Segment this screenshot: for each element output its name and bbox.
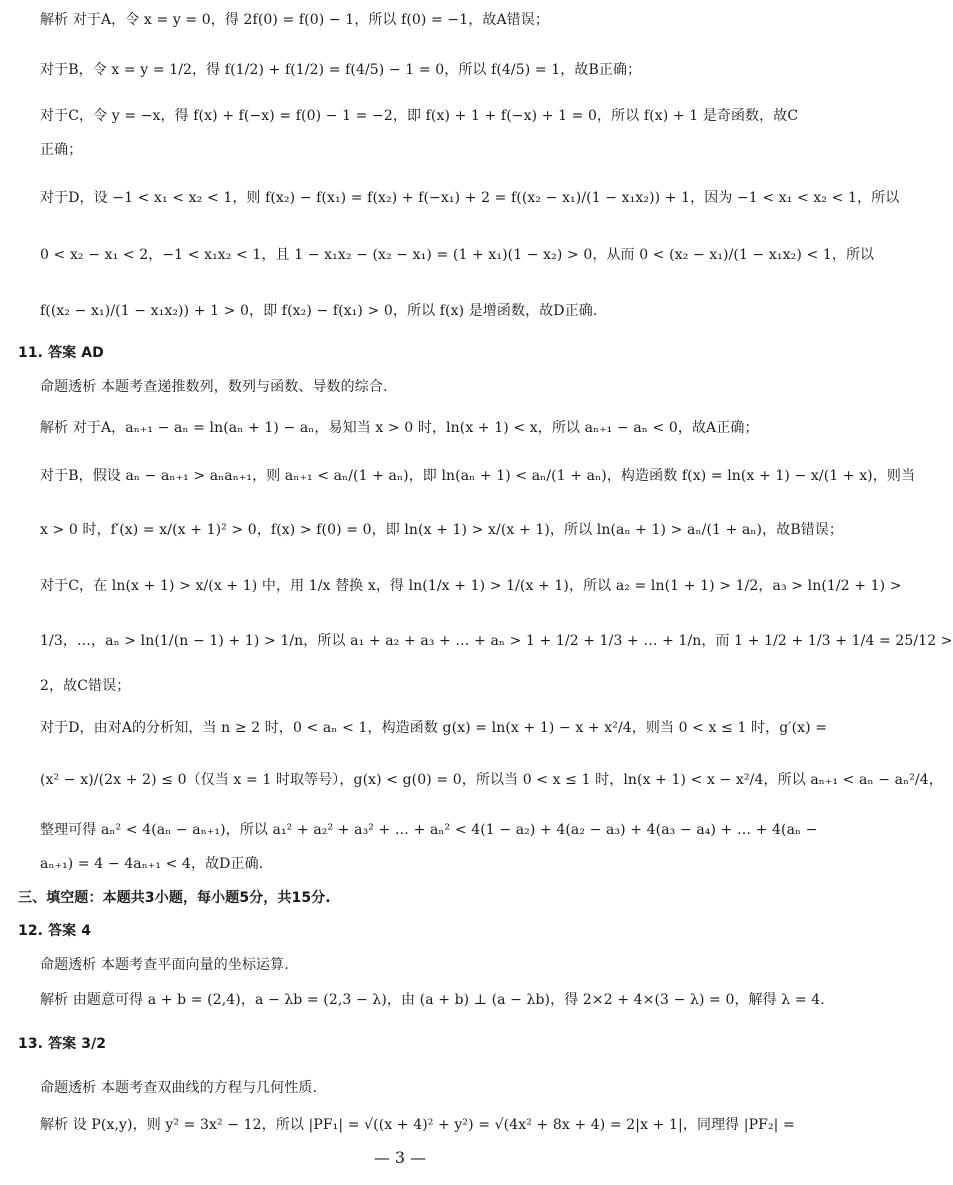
text-line: 解析 由题意可得 a + b = (2,4)，a − λb = (2,3 − λ)，由 (a + b) ⊥ (a − λb)，得 2×2 + 4×(3 − λ) = 0，解得 λ = 4. [40, 992, 825, 1008]
page-number: — 3 — [373, 1148, 427, 1167]
answer-heading: 11. 答案 AD [18, 345, 104, 361]
text-line: 0 < x₂ − x₁ < 2，−1 < x₁x₂ < 1，且 1 − x₁x₂ − (x₂ − x₁) = (1 + x₁)(1 − x₂) > 0，从而 0 < (x₂ − x₁)/(1 − x₁x₂) < 1，所以 [40, 247, 875, 263]
text-line: 对于C，在 ln(x + 1) > x/(x + 1) 中，用 1/x 替换 x，得 ln(1/x + 1) > 1/(x + 1)，所以 a₂ = ln(1 + 1) > 1/2，a₃ > ln(1/2 + 1) > [40, 578, 902, 594]
text-line: 解析 对于A，aₙ₊₁ − aₙ = ln(aₙ + 1) − aₙ，易知当 x > 0 时，ln(x + 1) < x，所以 aₙ₊₁ − aₙ < 0，故A正确； [40, 420, 759, 436]
text-line: 对于D，由对A的分析知，当 n ≥ 2 时，0 < aₙ < 1，构造函数 g(x) = ln(x + 1) − x + x²/4，则当 0 < x ≤ 1 时，g′(x) = [40, 720, 828, 736]
analysis-intro: 命题透析 本题考查递推数列，数列与函数、导数的综合. [40, 379, 388, 395]
answer-heading: 13. 答案 3/2 [18, 1036, 107, 1052]
text-line: 2，故C错误； [40, 678, 131, 694]
analysis-intro: 命题透析 本题考查双曲线的方程与几何性质. [40, 1080, 317, 1096]
text-line: 对于C，令 y = −x，得 f(x) + f(−x) = f(0) − 1 = −2，即 f(x) + 1 + f(−x) + 1 = 0，所以 f(x) + 1 是奇函数，故C [40, 108, 799, 124]
section-title: 三、填空题：本题共3小题，每小题5分，共15分. [18, 890, 331, 906]
text-line: 对于B，令 x = y = 1/2，得 f(1/2) + f(1/2) = f(4/5) − 1 = 0，所以 f(4/5) = 1，故B正确； [40, 62, 642, 78]
text-line: 整理可得 aₙ² < 4(aₙ − aₙ₊₁)，所以 a₁² + a₂² + a₃² + … + aₙ² < 4(1 − a₂) + 4(a₂ − a₃) + 4(a₃ − a₄) + … + 4(aₙ − [40, 822, 818, 838]
text-line: f((x₂ − x₁)/(1 − x₁x₂)) + 1 > 0，即 f(x₂) − f(x₁) > 0，所以 f(x) 是增函数，故D正确. [40, 303, 598, 319]
answer-heading: 12. 答案 4 [18, 923, 92, 939]
analysis-intro: 命题透析 本题考查平面向量的坐标运算. [40, 957, 289, 973]
text-line: 对于B，假设 aₙ − aₙ₊₁ > aₙaₙ₊₁，则 aₙ₊₁ < aₙ/(1 + aₙ)，即 ln(aₙ + 1) < aₙ/(1 + aₙ)，构造函数 f(x) = ln(x + 1) − x/(1 + x)，则当 [40, 468, 916, 484]
text-line: 解析 设 P(x,y)，则 y² = 3x² − 12，所以 |PF₁| = √((x + 4)² + y²) = √(4x² + 8x + 4) = 2|x + 1|，同理得 |PF₂| = [40, 1117, 795, 1133]
text-line: 1/3，…，aₙ > ln(1/(n − 1) + 1) > 1/n，所以 a₁ + a₂ + a₃ + … + aₙ > 1 + 1/2 + 1/3 + … + 1/n，而 1 + 1/2 + 1/3 + 1/4 = 25/12 > [40, 633, 953, 649]
text-line: 正确； [40, 142, 83, 158]
text-line: 对于D，设 −1 < x₁ < x₂ < 1，则 f(x₂) − f(x₁) = f(x₂) + f(−x₁) + 2 = f((x₂ − x₁)/(1 − x₁x₂)) + 1，因为 −1 < x₁ < x₂ < 1，所以 [40, 190, 900, 206]
text-line: x > 0 时，f′(x) = x/(x + 1)² > 0，f(x) > f(0) = 0，即 ln(x + 1) > x/(x + 1)，所以 ln(aₙ + 1) > aₙ/(1 + aₙ)，故B错误； [40, 522, 844, 538]
text-line: (x² − x)/(2x + 2) ≤ 0（仅当 x = 1 时取等号），g(x) < g(0) = 0，所以当 0 < x ≤ 1 时，ln(x + 1) < x − x²/4，所以 aₙ₊₁ < aₙ − aₙ²/4， [40, 772, 943, 788]
text-line: aₙ₊₁) = 4 − 4aₙ₊₁ < 4，故D正确. [40, 856, 264, 872]
text-line: 解析 对于A，令 x = y = 0，得 2f(0) = f(0) − 1，所以 f(0) = −1，故A错误； [40, 12, 549, 28]
